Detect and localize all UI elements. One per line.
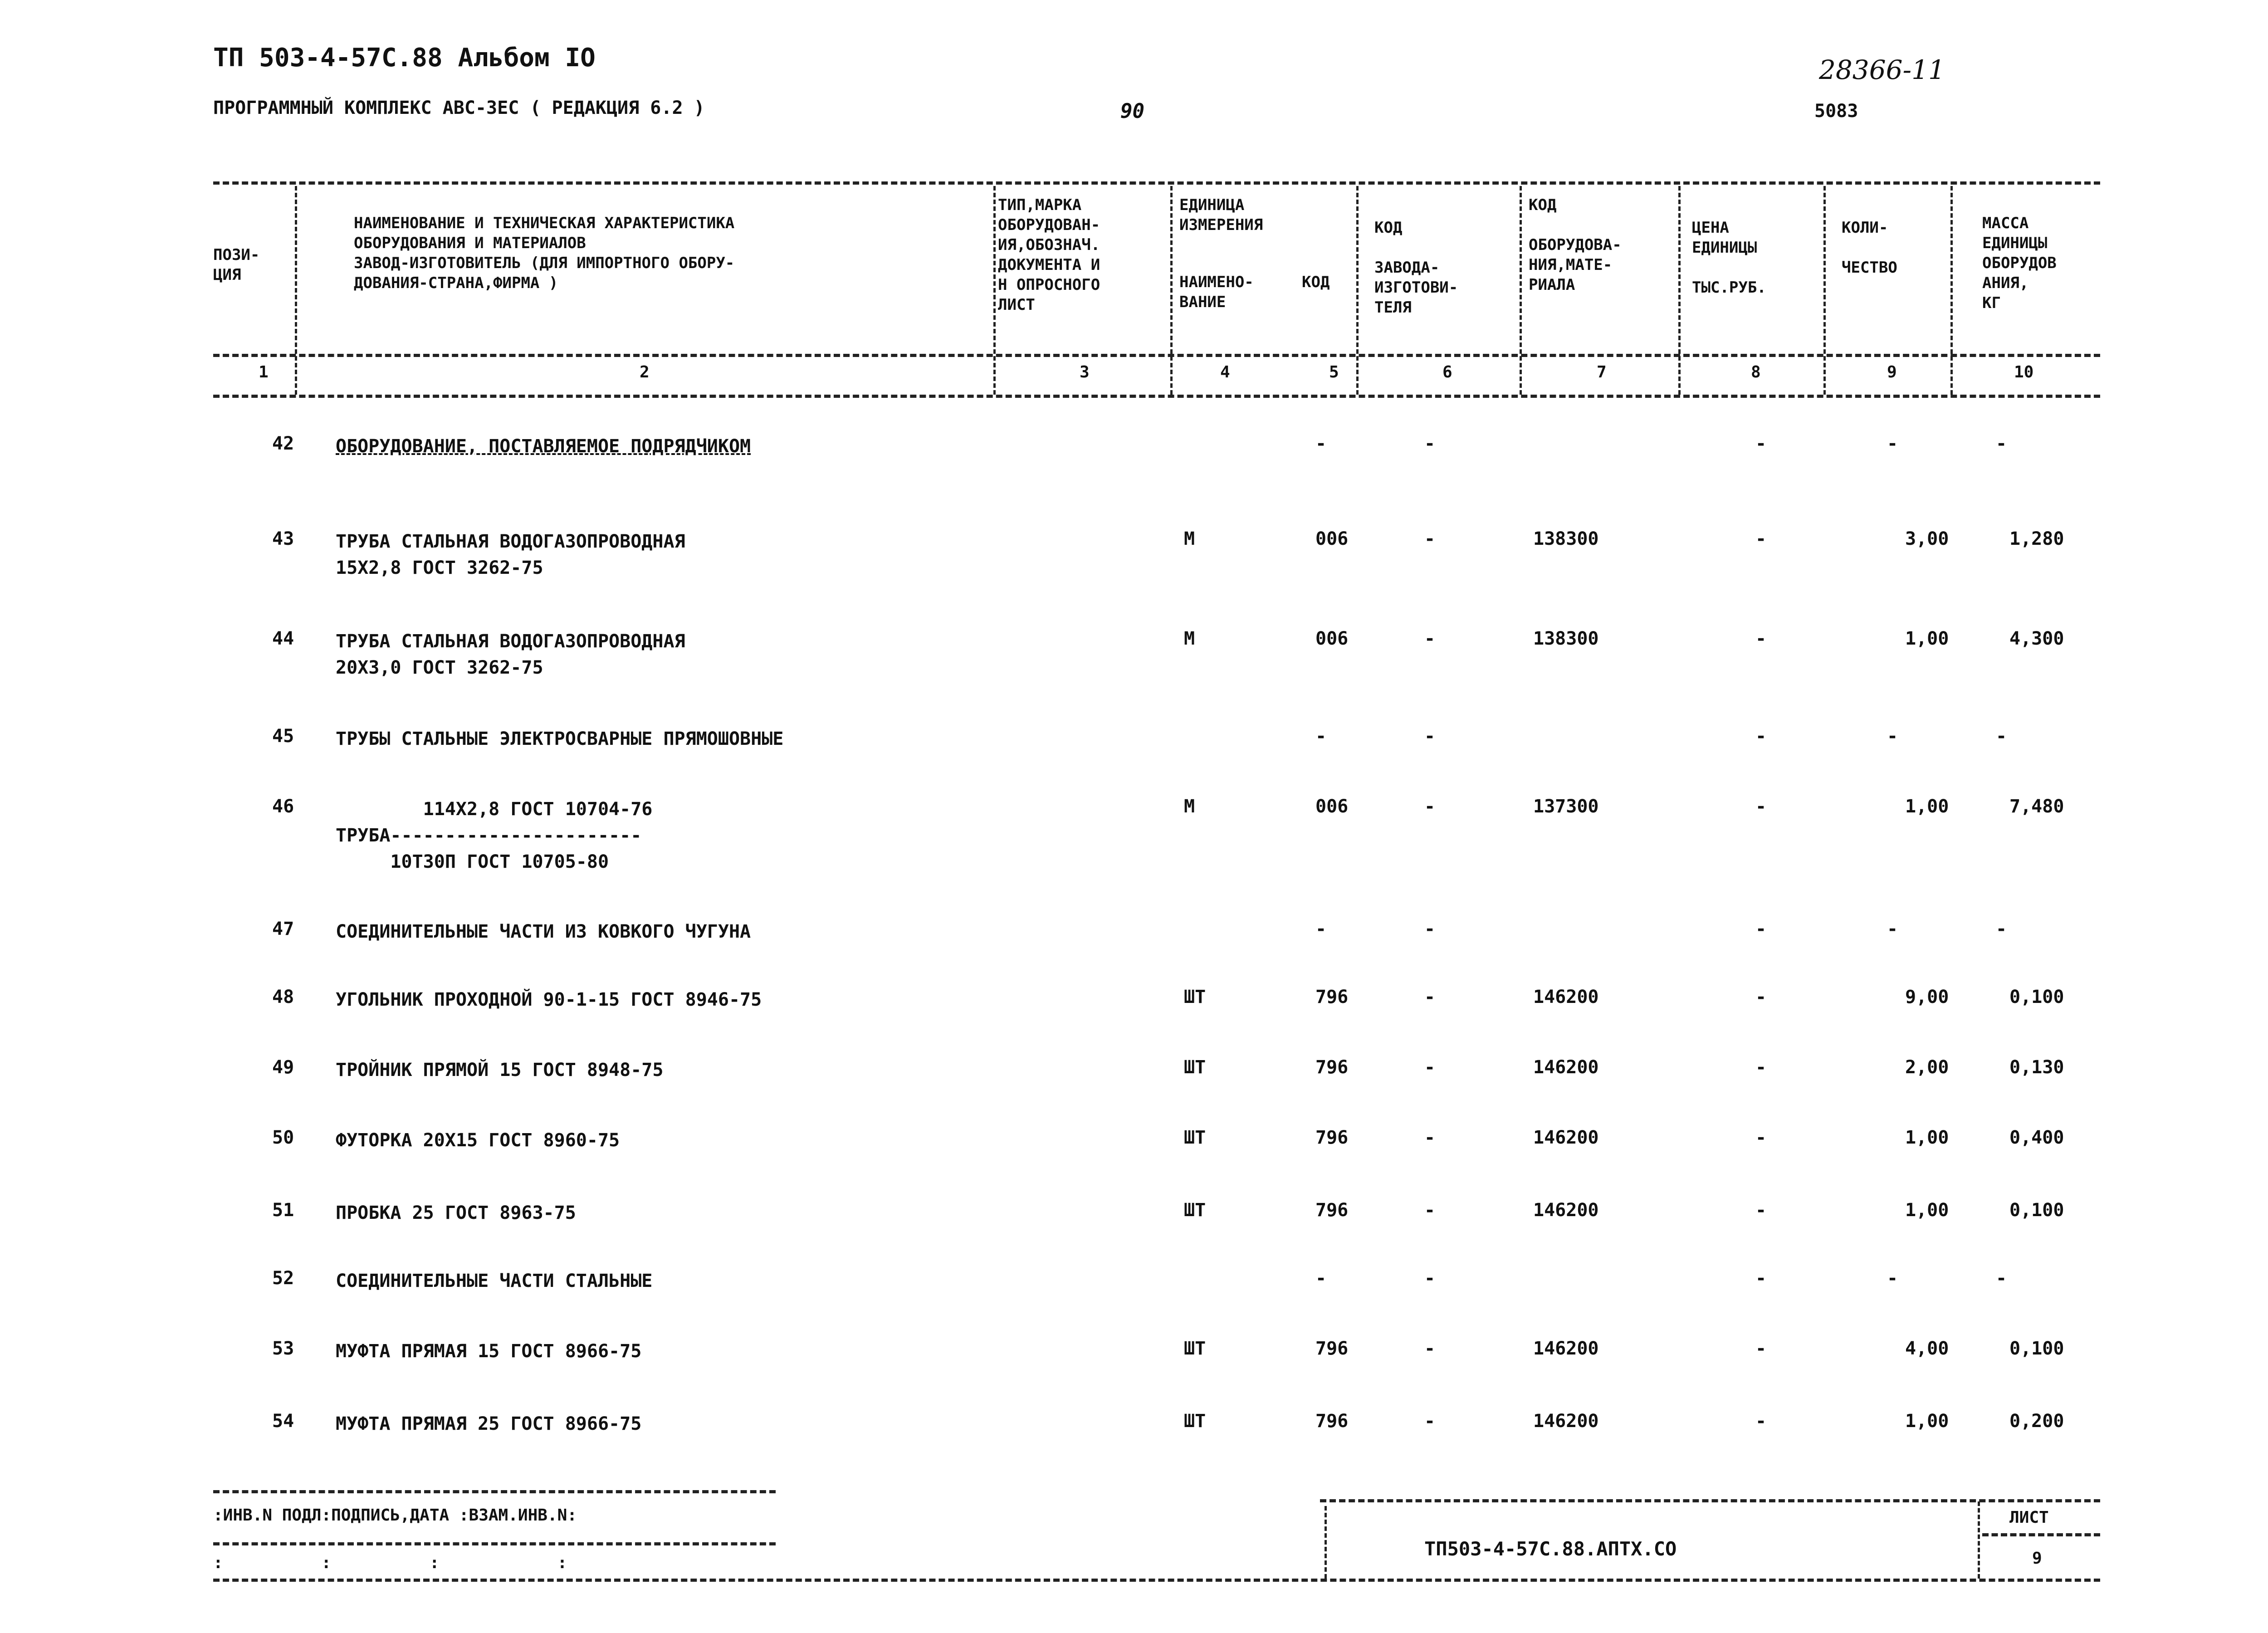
column-separator [1823,186,1826,395]
stamp-bottom-rule [213,1579,2100,1582]
row-description: ТРОЙНИК ПРЯМОЙ 15 ГОСТ 8948-75 [336,1060,664,1081]
row-unit: ШТ [1184,1338,1206,1359]
row-factory-code: - [1424,433,1436,454]
row-unit-code: 796 [1315,1127,1349,1148]
row-factory-code: - [1424,628,1436,649]
stamp-rule [213,1490,776,1493]
stamp-cells: : : : : [213,1554,567,1572]
row-item-code: 146200 [1533,1411,1599,1432]
row-position: 54 [272,1411,294,1432]
row-quantity: - [1887,919,1898,939]
row-factory-code: - [1424,1057,1436,1078]
row-unit-code: 006 [1315,528,1349,549]
document-code: 5083 [1814,101,1858,122]
row-unit: М [1184,628,1195,649]
row-unit: ШТ [1184,1057,1206,1078]
row-position: 50 [272,1127,294,1148]
column-number: 6 [1442,363,1452,381]
row-description: СОЕДИНИТЕЛЬНЫЕ ЧАСТИ ИЗ КОВКОГО ЧУГУНА [336,921,751,942]
row-description: МУФТА ПРЯМАЯ 15 ГОСТ 8966-75 [336,1341,642,1362]
row-quantity: - [1887,1268,1898,1289]
row-price: - [1755,528,1767,549]
row-position: 52 [272,1268,294,1289]
header-type-mark: ТИП,МАРКА ОБОРУДОВАН- ИЯ,ОБОЗНАЧ. ДОКУМЕНТА И Н ОПРОСНОГО ЛИСТ [998,196,1100,314]
row-item-code: 146200 [1533,1057,1599,1078]
row-unit-code: 006 [1315,796,1349,817]
row-unit-code: - [1315,919,1327,939]
row-description: ТРУБА СТАЛЬНАЯ ВОДОГАЗОПРОВОДНАЯ 20Х3,0 ГОСТ 3262-75 [336,631,685,678]
row-item-code: 137300 [1533,796,1599,817]
row-mass: 0,100 [2009,987,2064,1007]
row-mass: 4,300 [2009,628,2064,649]
sheet-rule [1982,1533,2100,1536]
row-mass: 0,100 [2009,1338,2064,1359]
handwritten-number: 28366-11 [1819,54,1945,85]
row-description: МУФТА ПРЯМАЯ 25 ГОСТ 8966-75 [336,1413,642,1434]
row-position: 46 [272,796,294,817]
row-unit-code: - [1315,726,1327,747]
table-top-rule [213,181,2100,185]
row-factory-code: - [1424,987,1436,1007]
row-factory-code: - [1424,528,1436,549]
row-description: ТРУБЫ СТАЛЬНЫЕ ЭЛЕКТРОСВАРНЫЕ ПРЯМОШОВНЫЕ [336,728,784,749]
document-reference: ТП 503-4-57С.88 Альбом IO [213,43,596,73]
row-factory-code: - [1424,1411,1436,1432]
column-separator [1356,186,1359,395]
row-mass: 0,130 [2009,1057,2064,1078]
row-item-code: 146200 [1533,1338,1599,1359]
row-unit: М [1184,796,1195,817]
row-unit-code: 796 [1315,1411,1349,1432]
row-mass: - [1996,1268,2007,1289]
page-mark: 90 [1120,100,1144,123]
row-description: СОЕДИНИТЕЛЬНЫЕ ЧАСТИ СТАЛЬНЫЕ [336,1271,653,1291]
row-mass: 0,400 [2009,1127,2064,1148]
row-quantity: - [1887,433,1898,454]
column-number: 3 [1080,363,1090,381]
row-price: - [1755,1338,1767,1359]
row-quantity: - [1887,726,1898,747]
column-number: 8 [1751,363,1761,381]
row-position: 43 [272,528,294,549]
row-price: - [1755,1200,1767,1221]
row-price: - [1755,1411,1767,1432]
row-unit: ШТ [1184,1127,1206,1148]
row-mass: 7,480 [2009,796,2064,817]
header-quantity: КОЛИ- ЧЕСТВО [1842,219,1897,277]
row-quantity: 9,00 [1905,987,1949,1007]
row-price: - [1755,987,1767,1007]
sheet-label: ЛИСТ [2009,1508,2049,1527]
column-number: 10 [2014,363,2034,381]
stamp-rule [213,1542,776,1545]
row-quantity: 2,00 [1905,1057,1949,1078]
row-position: 51 [272,1200,294,1221]
row-position: 45 [272,726,294,747]
row-price: - [1755,1057,1767,1078]
row-position: 53 [272,1338,294,1359]
stamp-labels: :ИНВ.N ПОДЛ:ПОДПИСЬ,ДАТА :ВЗАМ.ИНВ.N: [213,1506,577,1525]
row-unit-code: - [1315,1268,1327,1289]
row-factory-code: - [1424,796,1436,817]
column-number: 1 [259,363,269,381]
row-mass: - [1996,726,2007,747]
row-price: - [1755,726,1767,747]
row-factory-code: - [1424,1127,1436,1148]
row-position: 44 [272,628,294,649]
row-quantity: 4,00 [1905,1338,1949,1359]
row-unit: М [1184,528,1195,549]
row-price: - [1755,1268,1767,1289]
header-unit-name: НАИМЕНО- ВАНИЕ [1179,273,1254,311]
header-factory-code: КОД ЗАВОДА- ИЗГОТОВИ- ТЕЛЯ [1374,219,1458,317]
column-number: 4 [1220,363,1230,381]
row-quantity: 1,00 [1905,1411,1949,1432]
column-number: 9 [1887,363,1897,381]
row-factory-code: - [1424,1268,1436,1289]
header-equipment-code: КОД ОБОРУДОВА- НИЯ,МАТЕ- РИАЛА [1529,196,1622,294]
row-item-code: 138300 [1533,628,1599,649]
row-quantity: 3,00 [1905,528,1949,549]
software-complex-title: ПРОГРАММНЫЙ КОМПЛЕКС АВС-ЗЕС ( РЕДАКЦИЯ 6.2 ) [213,98,705,118]
row-unit-code: 006 [1315,628,1349,649]
column-number: 2 [640,363,650,381]
row-quantity: 1,00 [1905,796,1949,817]
row-mass: - [1996,919,2007,939]
row-item-code: 146200 [1533,1200,1599,1221]
row-quantity: 1,00 [1905,1127,1949,1148]
row-unit-code: 796 [1315,987,1349,1007]
row-price: - [1755,919,1767,939]
column-separator [1950,186,1953,395]
column-number: 5 [1329,363,1339,381]
column-separator [993,186,996,395]
sheet-number: 9 [2032,1549,2042,1568]
row-price: - [1755,1127,1767,1148]
row-item-code: 138300 [1533,528,1599,549]
row-mass: 0,200 [2009,1411,2064,1432]
row-position: 48 [272,987,294,1007]
header-unit-mass: МАССА ЕДИНИЦЫ ОБОРУДОВ АНИЯ, КГ [1982,214,2057,312]
row-factory-code: - [1424,1200,1436,1221]
title-block-top-rule [1320,1499,2100,1502]
row-description: УГОЛЬНИК ПРОХОДНОЙ 90-1-15 ГОСТ 8946-75 [336,989,762,1010]
row-position: 47 [272,919,294,939]
row-mass: 0,100 [2009,1200,2064,1221]
row-factory-code: - [1424,726,1436,747]
header-unit-code: КОД [1302,273,1330,291]
row-unit: ШТ [1184,987,1206,1007]
row-unit-code: 796 [1315,1338,1349,1359]
row-item-code: 146200 [1533,1127,1599,1148]
drawing-code: ТП503-4-57С.88.АПТХ.СО [1424,1538,1677,1560]
column-separator [1170,186,1173,395]
row-price: - [1755,433,1767,454]
row-description: ПРОБКА 25 ГОСТ 8963-75 [336,1203,576,1223]
row-unit: ШТ [1184,1411,1206,1432]
header-unit-of-measure: ЕДИНИЦА ИЗМЕРЕНИЯ [1179,196,1263,234]
row-description: ТРУБА СТАЛЬНАЯ ВОДОГАЗОПРОВОДНАЯ 15Х2,8 ГОСТ 3262-75 [336,531,685,578]
row-mass: 1,280 [2009,528,2064,549]
row-mass: - [1996,433,2007,454]
column-number: 7 [1597,363,1607,381]
header-position: ПОЗИ- ЦИЯ [213,246,260,284]
column-separator [1520,186,1522,395]
column-number-rule [213,395,2100,398]
row-description: 114Х2,8 ГОСТ 10704-76 ТРУБА----------------------- 10Т30П ГОСТ 10705-80 [336,799,653,872]
row-unit-code: 796 [1315,1200,1349,1221]
row-position: 42 [272,433,294,454]
row-unit-code: 796 [1315,1057,1349,1078]
row-price: - [1755,796,1767,817]
row-position: 49 [272,1057,294,1078]
row-quantity: 1,00 [1905,1200,1949,1221]
row-unit: ШТ [1184,1200,1206,1221]
row-quantity: 1,00 [1905,628,1949,649]
row-unit-code: - [1315,433,1327,454]
row-item-code: 146200 [1533,987,1599,1007]
header-unit-price: ЦЕНА ЕДИНИЦЫ ТЫС.РУБ. [1692,219,1766,297]
row-price: - [1755,628,1767,649]
row-description: ОБОРУДОВАНИЕ, ПОСТАВЛЯЕМОЕ ПОДРЯДЧИКОМ [336,436,751,457]
header-description: НАИМЕНОВАНИЕ И ТЕХНИЧЕСКАЯ ХАРАКТЕРИСТИКА ОБОРУДОВАНИЯ И МАТЕРИАЛОВ ЗАВОД-ИЗГОТОВИТЕЛЬ (ДЛЯ ИМПОРТНОГО ОБОРУ- ДОВАНИЯ-СТРАНА,ФИРМА ) [354,214,735,292]
title-block-sheet-border [1978,1501,1980,1579]
header-bottom-rule [213,354,2100,357]
row-factory-code: - [1424,1338,1436,1359]
column-separator [295,186,297,395]
title-block-left-border [1325,1506,1327,1579]
column-separator [1678,186,1681,395]
row-description: ФУТОРКА 20Х15 ГОСТ 8960-75 [336,1130,620,1151]
row-factory-code: - [1424,919,1436,939]
